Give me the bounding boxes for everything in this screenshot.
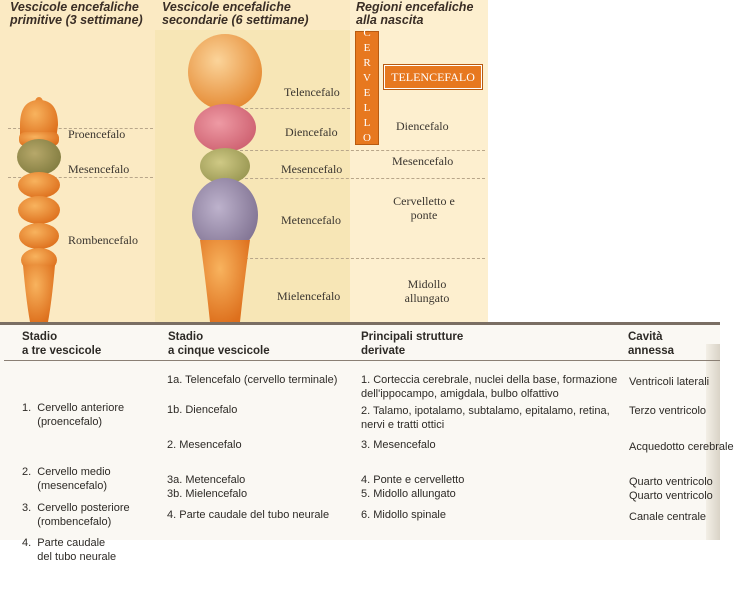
table-cell: 2. Talamo, ipotalamo, subtalamo, epitalamo, retina, nervi e tratti ottici <box>361 405 610 431</box>
table-cell: 1b. Diencefalo <box>167 404 238 416</box>
table-cell: Quarto ventricolo Quarto ventricolo <box>629 476 713 502</box>
label-rombencefalo: Rombencefalo <box>68 233 138 247</box>
label-metencefalo: Metencefalo <box>281 213 341 227</box>
table-header-three-vesicles: Stadio a tre vescicole <box>22 331 102 357</box>
label-proencefalo: Proencefalo <box>68 127 126 141</box>
table-header-five-vesicles: Stadio a cinque vescicole <box>168 331 270 357</box>
letter: V <box>363 72 371 84</box>
table-cell: 4. Parte caudale del tubo neurale <box>22 537 117 563</box>
table-cell: Ventricoli laterali <box>629 376 710 388</box>
label-mielencefalo: Mielencefalo <box>277 289 341 303</box>
brain-vesicles-illustration <box>0 0 488 322</box>
table-header-structures: Principali strutture derivate <box>361 331 464 357</box>
brain-development-table <box>0 322 734 563</box>
label-diencefalo: Diencefalo <box>285 125 338 139</box>
letter: L <box>363 117 371 129</box>
table-cell: 4. Ponte e cervelletto 5. Midollo allungato <box>361 474 465 500</box>
table-header-cavity: Cavità annessa <box>628 331 675 357</box>
header-birth: Regioni encefaliche alla nascita <box>356 0 474 27</box>
label-mesencefalo-primitive: Mesencefalo <box>68 162 130 176</box>
letter: O <box>363 132 371 144</box>
label-midollo-allungato: Midollo allungato <box>404 277 450 305</box>
secondary-neural-tube <box>188 34 262 322</box>
cervello-vertical-label <box>355 27 379 145</box>
table-cell: 3a. Metencefalo 3b. Mielencefalo <box>167 474 248 500</box>
table-cell: Canale centrale <box>629 511 707 523</box>
table-cell: 1. Cervello anteriore (proencefalo) <box>22 402 125 428</box>
table-cell: 4. Parte caudale del tubo neurale <box>167 509 330 521</box>
table-cell: 6. Midollo spinale <box>361 509 446 521</box>
label-cervelletto-ponte: Cervelletto e ponte <box>393 194 455 222</box>
telencefalo-callout: TELENCEFALO <box>384 65 482 89</box>
label-mesencefalo-birth: Mesencefalo <box>392 154 454 168</box>
label-telencefalo: Telencefalo <box>284 85 340 99</box>
letter: E <box>363 42 371 54</box>
primitive-neural-tube <box>17 97 61 322</box>
table-cell: Acquedotto cerebrale <box>629 441 734 453</box>
label-diencefalo-birth: Diencefalo <box>396 119 449 133</box>
table-header-rule <box>4 360 720 361</box>
letter: L <box>363 102 371 114</box>
table-cell: 2. Mesencefalo <box>167 439 242 451</box>
table-cell: 3. Mesencefalo <box>361 439 436 451</box>
header-primitive: Vescicole encefaliche primitive (3 settimane) <box>10 0 143 27</box>
table-cell: Terzo ventricolo <box>629 405 707 417</box>
table-cell: 2. Cervello medio (mesencefalo) <box>22 466 111 492</box>
table-cell: 1. Corteccia cerebrale, nuclei della base, formazione dell'ippocampo, amigdala, bulbo olfattivo <box>361 374 618 400</box>
header-secondary: Vescicole encefaliche secondarie (6 settimane) <box>162 0 309 27</box>
table-cell: 1a. Telencefalo (cervello terminale) <box>167 374 338 386</box>
letter: E <box>363 87 371 99</box>
label-mesencefalo-secondary: Mesencefalo <box>281 162 343 176</box>
table-cell: 3. Cervello posteriore (rombencefalo) <box>22 502 130 528</box>
table-top-rule <box>0 322 720 325</box>
letter: R <box>363 57 371 69</box>
letter: C <box>363 27 371 39</box>
